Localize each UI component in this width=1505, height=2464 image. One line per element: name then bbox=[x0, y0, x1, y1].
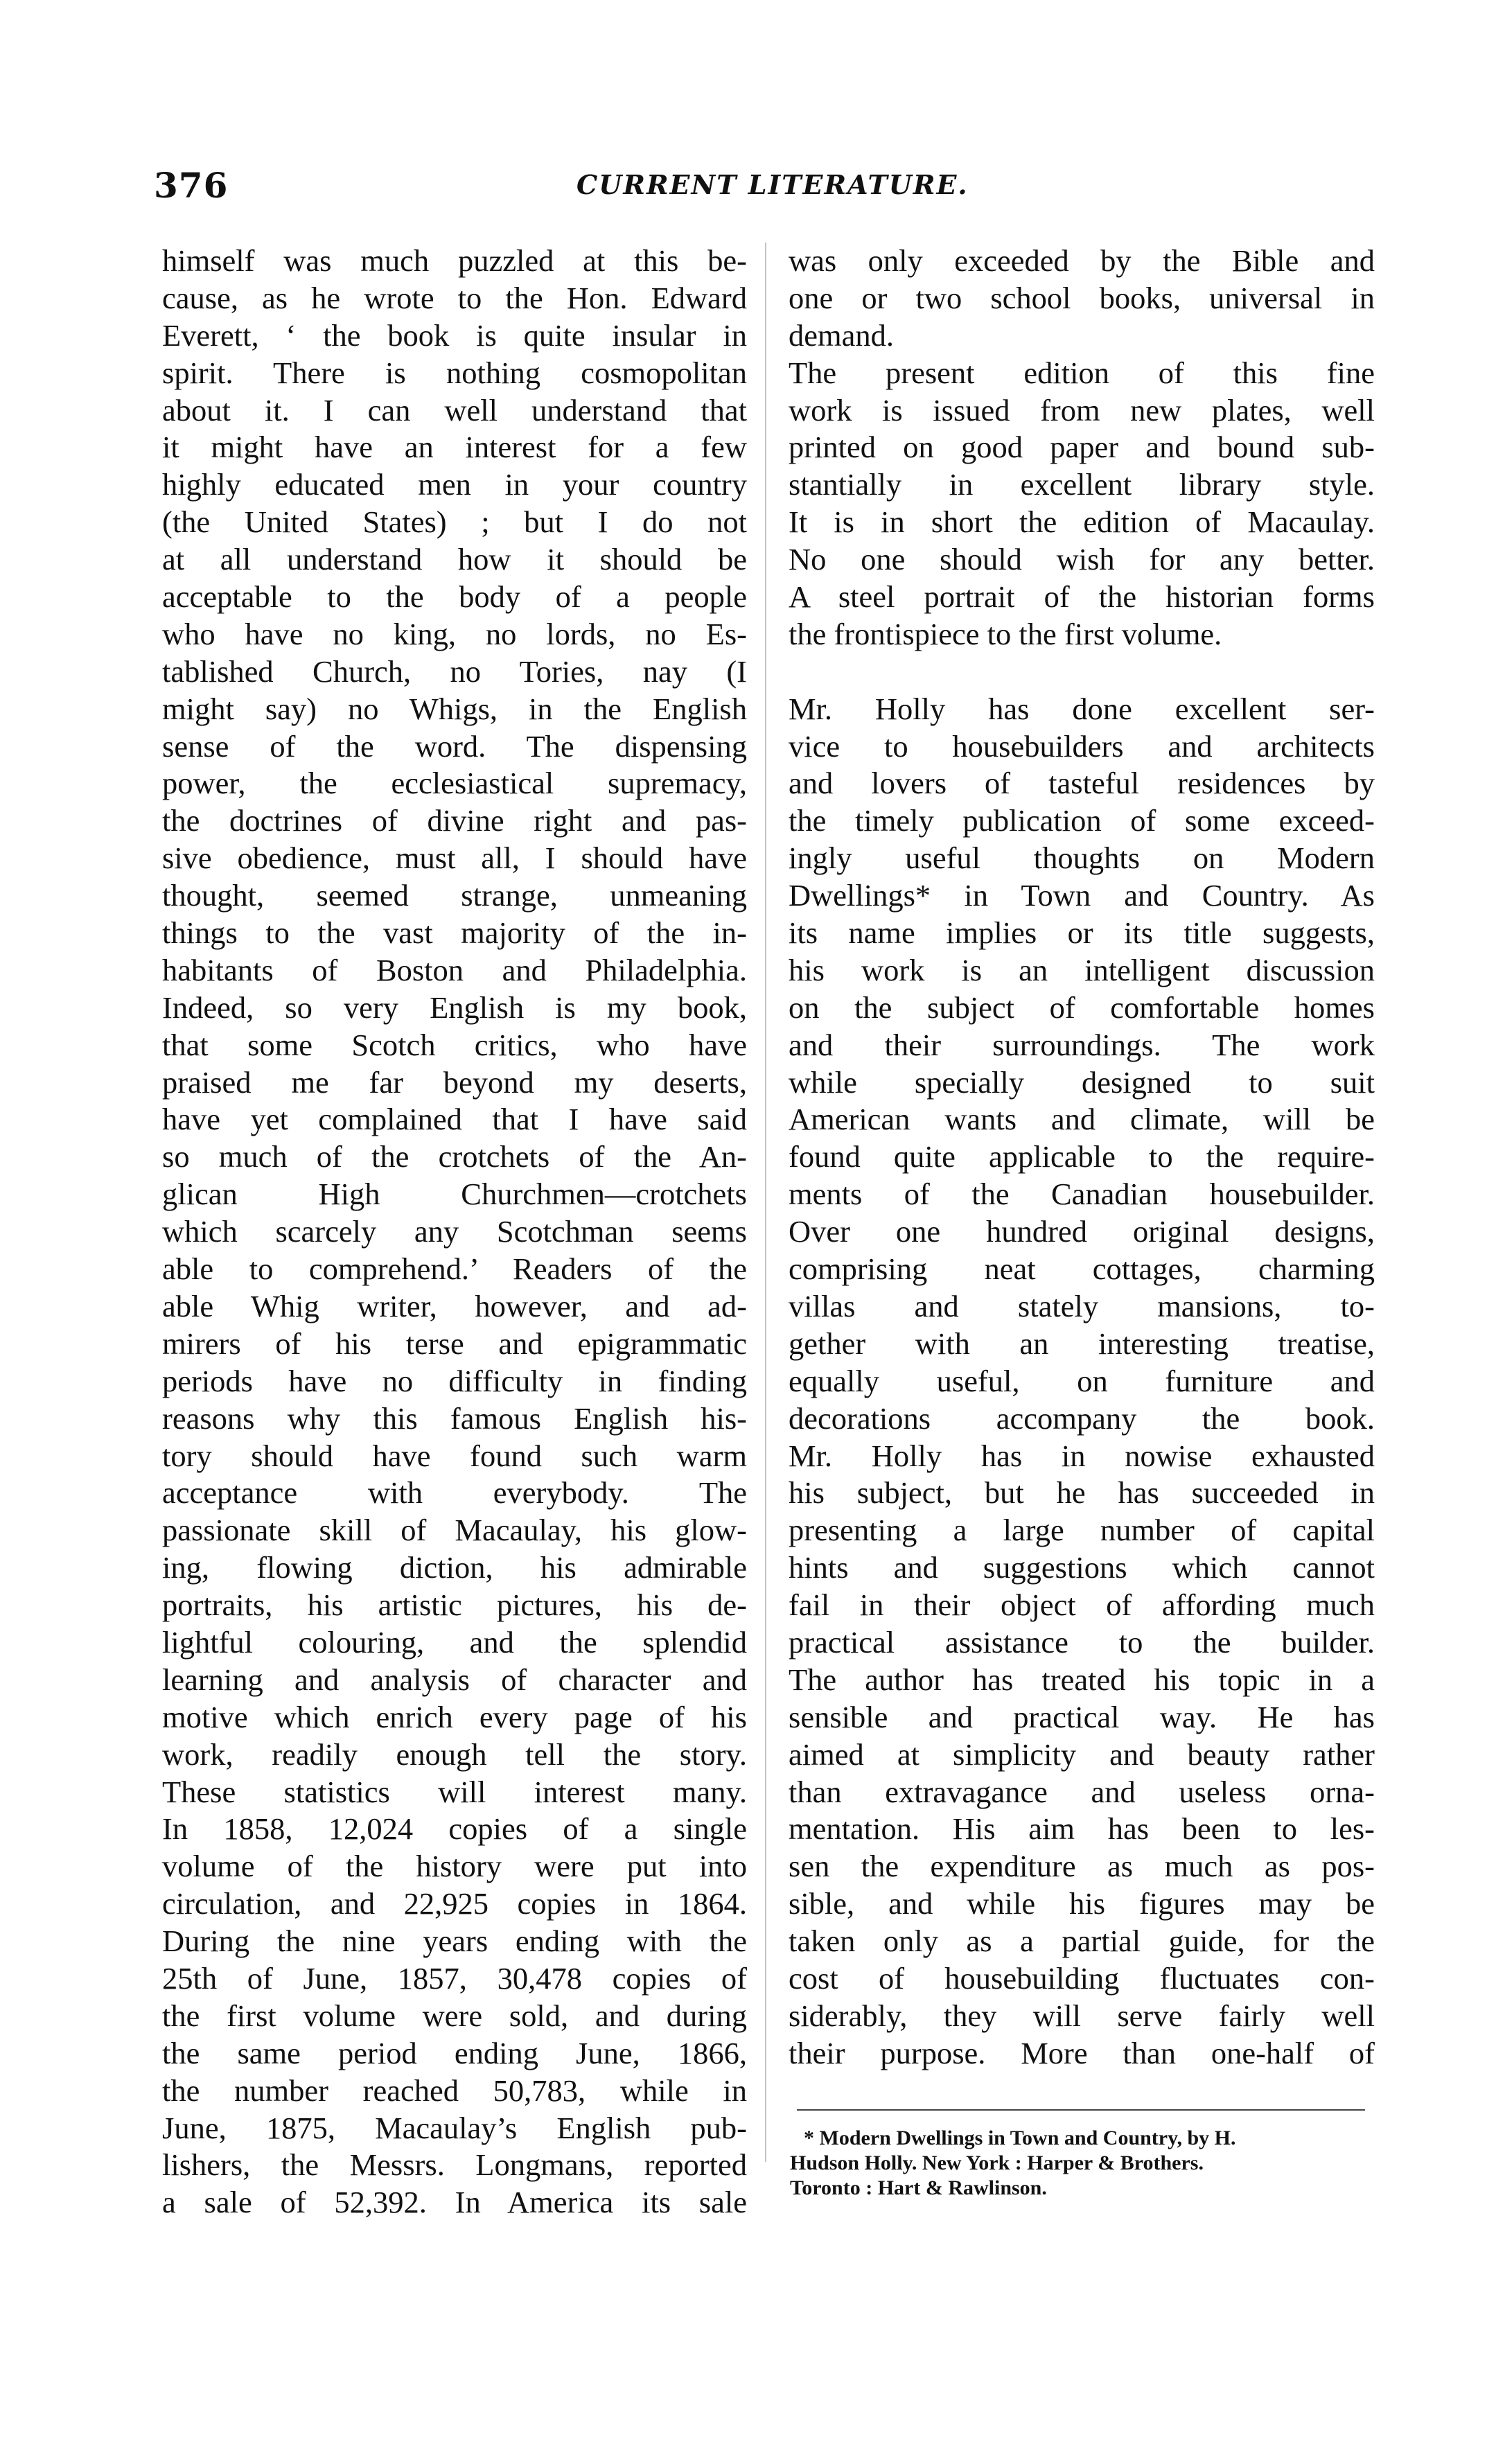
text-line: comprising neat cottages, charming bbox=[789, 1251, 1375, 1287]
text-line: No one should wish for any better. bbox=[789, 542, 1375, 577]
text-line: tory should have found such warm bbox=[162, 1438, 747, 1473]
footnote-line: Toronto : Hart & Rawlinson. bbox=[790, 2176, 1047, 2199]
text-line: able Whig writer, however, and ad- bbox=[162, 1288, 747, 1323]
text-line: During the nine years ending with the bbox=[162, 1924, 747, 1959]
text-line: thought, seemed strange, unmeaning bbox=[162, 878, 747, 913]
text-line: than extravagance and useless orna- bbox=[789, 1774, 1375, 1809]
text-line: practical assistance to the builder. bbox=[789, 1624, 1375, 1660]
text-line: might say) no Whigs, in the English bbox=[162, 691, 747, 726]
text-line: sensible and practical way. He has bbox=[789, 1699, 1375, 1734]
text-line: presenting a large number of capital bbox=[789, 1513, 1375, 1548]
text-line: while specially designed to suit bbox=[789, 1064, 1375, 1100]
text-line: acceptance with everybody. The bbox=[162, 1475, 747, 1511]
text-line: learning and analysis of character and bbox=[162, 1662, 747, 1697]
text-line: praised me far beyond my deserts, bbox=[162, 1064, 747, 1100]
footnote bbox=[790, 2126, 1372, 2201]
text-line: lightful colouring, and the splendid bbox=[162, 1624, 747, 1660]
text-line: taken only as a partial guide, for the bbox=[789, 1924, 1375, 1959]
right-column bbox=[789, 243, 1375, 2073]
text-line: gether with an interesting treatise, bbox=[789, 1326, 1375, 1361]
text-line: work, readily enough tell the story. bbox=[162, 1736, 747, 1772]
text-line: fail in their object of affording much bbox=[789, 1587, 1375, 1623]
text-line: volume of the history were put into bbox=[162, 1849, 747, 1884]
text-line: so much of the crotchets of the An- bbox=[162, 1139, 747, 1174]
text-line: one or two school books, universal in bbox=[789, 280, 1375, 315]
text-line: The present edition of this fine bbox=[789, 355, 1375, 390]
text-line: his subject, but he has succeeded in bbox=[789, 1475, 1375, 1511]
text-line: highly educated men in your country bbox=[162, 467, 747, 502]
text-line: the timely publication of some exceed- bbox=[789, 803, 1375, 838]
text-line: things to the vast majority of the in- bbox=[162, 915, 747, 951]
text-line: tablished Church, no Tories, nay (I bbox=[162, 653, 747, 689]
text-line: aimed at simplicity and beauty rather bbox=[789, 1736, 1375, 1772]
text-line: glican High Churchmen—crotchets bbox=[162, 1177, 747, 1212]
text-line: portraits, his artistic pictures, his de- bbox=[162, 1587, 747, 1623]
text-line: Dwellings* in Town and Country. As bbox=[789, 878, 1375, 913]
text-line: ingly useful thoughts on Modern bbox=[789, 841, 1375, 876]
text-line: The author has treated his topic in a bbox=[789, 1662, 1375, 1697]
text-line: himself was much puzzled at this be- bbox=[162, 243, 747, 278]
paragraph-holly-review bbox=[789, 691, 1375, 2073]
text-line: found quite applicable to the require- bbox=[789, 1139, 1375, 1174]
text-line: passionate skill of Macaulay, his glow- bbox=[162, 1513, 747, 1548]
paragraph-macaulay-sale bbox=[789, 243, 1375, 355]
text-line: American wants and climate, will be bbox=[789, 1102, 1375, 1137]
text-line: sible, and while his figures may be bbox=[789, 1886, 1375, 1921]
text-line: able to comprehend.’ Readers of the bbox=[162, 1251, 747, 1287]
text-line: siderably, they will serve fairly well bbox=[789, 1998, 1375, 2033]
text-line: spirit. There is nothing cosmopolitan bbox=[162, 355, 747, 390]
text-line: acceptable to the body of a people bbox=[162, 579, 747, 615]
text-line: stantially in excellent library style. bbox=[789, 467, 1375, 502]
text-line: cause, as he wrote to the Hon. Edward bbox=[162, 280, 747, 315]
text-line: on the subject of comfortable homes bbox=[789, 989, 1375, 1025]
text-line: motive which enrich every page of his bbox=[162, 1699, 747, 1734]
text-line: These statistics will interest many. bbox=[162, 1774, 747, 1809]
text-line: the number reached 50,783, while in bbox=[162, 2073, 747, 2108]
text-line: and their surroundings. The work bbox=[789, 1027, 1375, 1062]
text-line: villas and stately mansions, to- bbox=[789, 1288, 1375, 1323]
text-line: cost of housebuilding fluctuates con- bbox=[789, 1960, 1375, 1996]
text-line: June, 1875, Macaulay’s English pub- bbox=[162, 2110, 747, 2145]
footnote-line: Hudson Holly. New York : Harper & Brothers. bbox=[790, 2151, 1204, 2174]
text-line: was only exceeded by the Bible and bbox=[789, 243, 1375, 278]
paragraph-gap bbox=[789, 653, 1375, 691]
text-line: hints and suggestions which cannot bbox=[789, 1550, 1375, 1585]
text-line: equally useful, on furniture and bbox=[789, 1363, 1375, 1398]
text-line: mentation. His aim has been to les- bbox=[789, 1811, 1375, 1847]
text-line: his work is an intelligent discussion bbox=[789, 952, 1375, 987]
text-line: power, the ecclesiastical supremacy, bbox=[162, 766, 747, 801]
text-line: ments of the Canadian housebuilder. bbox=[789, 1177, 1375, 1212]
text-line: sen the expenditure as much as pos- bbox=[789, 1849, 1375, 1884]
text-line: the first volume were sold, and during bbox=[162, 1998, 747, 2033]
text-line: which scarcely any Scotchman seems bbox=[162, 1214, 747, 1249]
paragraph-present-edition bbox=[789, 355, 1375, 653]
left-column bbox=[162, 243, 747, 2221]
text-line: printed on good paper and bound sub- bbox=[789, 430, 1375, 465]
column-divider bbox=[765, 243, 766, 2162]
text-line: demand. bbox=[789, 317, 894, 353]
text-line: Everett, ‘ the book is quite insular in bbox=[162, 317, 747, 353]
text-line: the frontispiece to the first volume. bbox=[789, 616, 1222, 651]
text-line: decorations accompany the book. bbox=[789, 1400, 1375, 1436]
running-head: CURRENT LITERATURE. bbox=[577, 169, 969, 200]
text-line: Over one hundred original designs, bbox=[789, 1214, 1375, 1249]
text-line: ing, flowing diction, his admirable bbox=[162, 1550, 747, 1585]
text-line: its name implies or its title suggests, bbox=[789, 915, 1375, 951]
footnote-line: * Modern Dwellings in Town and Country, by H. bbox=[804, 2127, 1236, 2149]
text-line: it might have an interest for a few bbox=[162, 430, 747, 465]
text-line: sense of the word. The dispensing bbox=[162, 728, 747, 764]
text-line: mirers of his terse and epigrammatic bbox=[162, 1326, 747, 1361]
text-line: that some Scotch critics, who have bbox=[162, 1027, 747, 1062]
text-line: It is in short the edition of Macaulay. bbox=[789, 504, 1375, 540]
text-line: Mr. Holly has in nowise exhausted bbox=[789, 1438, 1375, 1473]
text-line: 25th of June, 1857, 30,478 copies of bbox=[162, 1960, 747, 1996]
text-line: Indeed, so very English is my book, bbox=[162, 989, 747, 1025]
text-line: their purpose. More than one-half of bbox=[789, 2035, 1375, 2070]
text-line: a sale of 52,392. In America its sale bbox=[162, 2185, 747, 2220]
text-line: periods have no difficulty in finding bbox=[162, 1363, 747, 1398]
page-header bbox=[154, 165, 1380, 213]
text-line: reasons why this famous English his- bbox=[162, 1400, 747, 1436]
footnote-rule bbox=[797, 2109, 1365, 2111]
text-line: habitants of Boston and Philadelphia. bbox=[162, 952, 747, 987]
text-line: work is issued from new plates, well bbox=[789, 392, 1375, 428]
text-line: Mr. Holly has done excellent ser- bbox=[789, 691, 1375, 726]
page-number: 376 bbox=[154, 165, 229, 206]
text-line: have yet complained that I have said bbox=[162, 1102, 747, 1137]
text-line: lishers, the Messrs. Longmans, reported bbox=[162, 2147, 747, 2183]
text-line: who have no king, no lords, no Es- bbox=[162, 616, 747, 651]
text-line: at all understand how it should be bbox=[162, 542, 747, 577]
text-line: sive obedience, must all, I should have bbox=[162, 841, 747, 876]
text-line: A steel portrait of the historian forms bbox=[789, 579, 1375, 615]
text-line: about it. I can well understand that bbox=[162, 392, 747, 428]
text-line: the same period ending June, 1866, bbox=[162, 2035, 747, 2070]
text-line: circulation, and 22,925 copies in 1864. bbox=[162, 1886, 747, 1921]
text-line: (the United States) ; but I do not bbox=[162, 504, 747, 540]
text-line: and lovers of tasteful residences by bbox=[789, 766, 1375, 801]
text-line: vice to housebuilders and architects bbox=[789, 728, 1375, 764]
text-line: the doctrines of divine right and pas- bbox=[162, 803, 747, 838]
text-line: In 1858, 12,024 copies of a single bbox=[162, 1811, 747, 1847]
